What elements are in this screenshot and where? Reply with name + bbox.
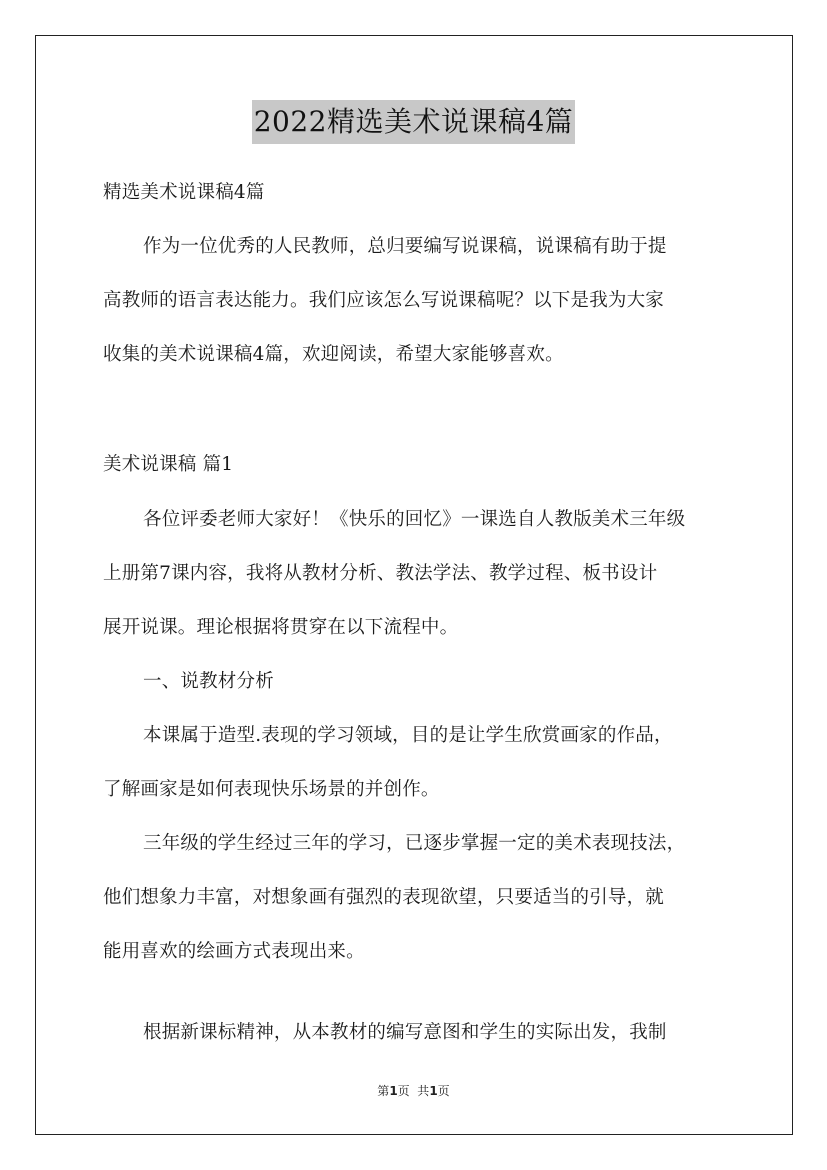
subsection-heading: 一、说教材分析 <box>143 671 274 692</box>
document-title: 2022精选美术说课稿4篇 <box>252 100 576 144</box>
footer-page-prefix: 第 <box>377 1084 390 1098</box>
section-heading: 美术说课稿 篇1 <box>103 454 234 475</box>
paragraph-line: 能用喜欢的绘画方式表现出来。 <box>103 941 365 962</box>
page-footer <box>0 1083 827 1099</box>
footer-page-current: 1 <box>389 1084 398 1098</box>
intro-line-2: 高教师的语言表达能力。我们应该怎么写说课稿呢？以下是我为大家 <box>103 290 665 311</box>
paragraph-line: 上册第7课内容，我将从教材分析、教法学法、教学过程、板书设计 <box>103 563 658 584</box>
paragraph-line: 本课属于造型.表现的学习领域，目的是让学生欣赏画家的作品， <box>143 725 673 746</box>
intro-line-1: 作为一位优秀的人民教师，总归要编写说课稿，说课稿有助于提 <box>143 236 667 257</box>
paragraph-line: 了解画家是如何表现快乐场景的并创作。 <box>103 779 440 800</box>
paragraph-line: 三年级的学生经过三年的学习，已逐步掌握一定的美术表现技法， <box>143 833 686 854</box>
intro-line-3: 收集的美术说课稿4篇，欢迎阅读，希望大家能够喜欢。 <box>103 344 564 365</box>
paragraph-line: 展开说课。理论根据将贯穿在以下流程中。 <box>103 617 459 638</box>
paragraph-line: 根据新课标精神，从本教材的编写意图和学生的实际出发，我制 <box>143 1022 667 1043</box>
footer-page-total: 1 <box>429 1084 438 1098</box>
footer-page-suffix: 页 <box>437 1084 450 1098</box>
footer-page-mid: 页 共 <box>397 1084 430 1098</box>
document-subtitle: 精选美术说课稿4篇 <box>103 182 265 203</box>
paragraph-line: 他们想象力丰富，对想象画有强烈的表现欲望，只要适当的引导，就 <box>103 887 665 908</box>
title-container <box>0 100 827 144</box>
paragraph-line: 各位评委老师大家好！《快乐的回忆》一课选自人教版美术三年级 <box>143 509 686 530</box>
